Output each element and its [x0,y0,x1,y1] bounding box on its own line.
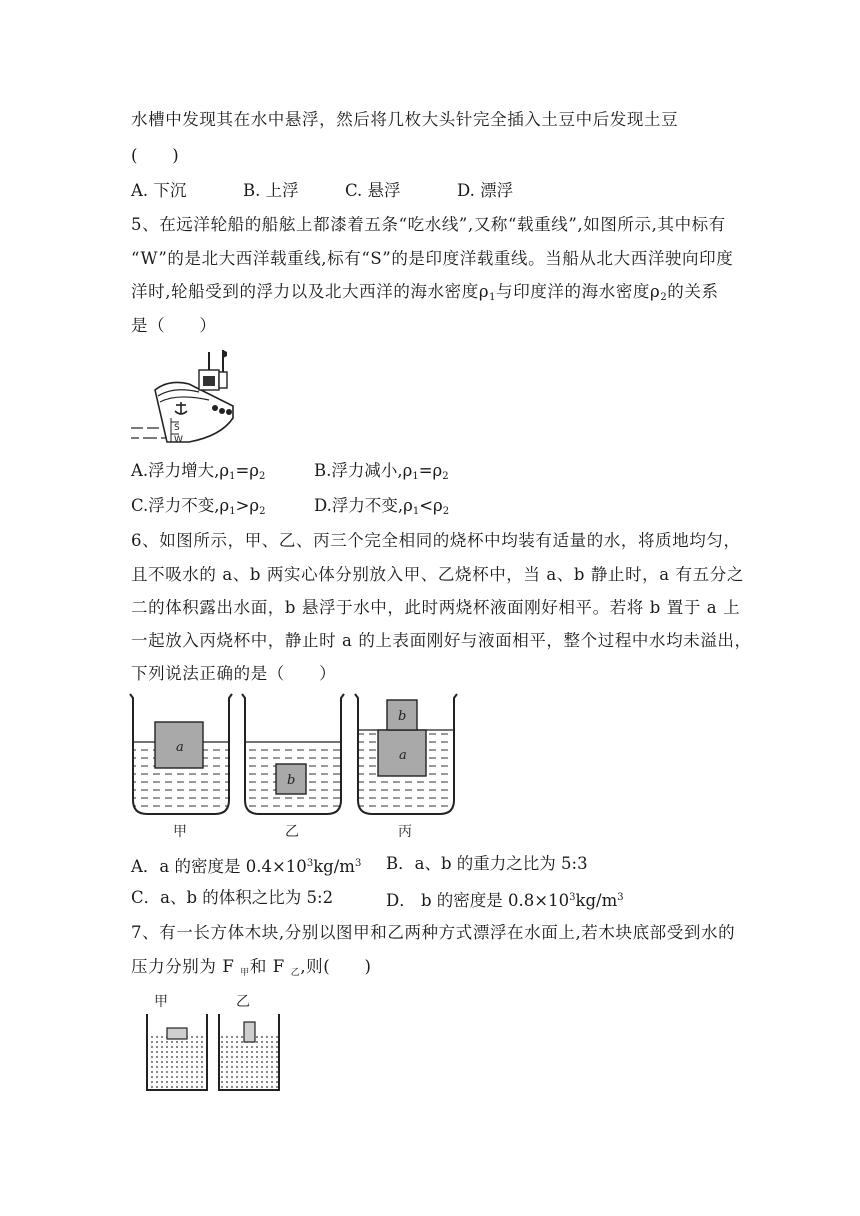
q7-line-1: 7、有一长方体木块,分别以图甲和乙两种方式漂浮在水面上,若木块底部受到水的 [131,923,736,942]
beaker-yi [242,694,344,814]
beaker-bing [355,694,457,814]
q5-option-b: B.浮力减小$,\rho_1=\rho_2$ [314,461,449,482]
ship-figure [129,346,239,444]
beaker-jia [130,694,232,814]
q6-option-a: A．a 的密度是 $0.4\times 10^3kg/m^3$ [131,857,362,876]
q7-line-2: 压力分别为 F $_甲$和 F $_乙$,则( ) [131,957,372,978]
label-yi: 乙 [285,824,299,840]
load-line-w-label: W [174,435,183,444]
label-jia: 甲 [154,994,168,1010]
q4-option-b: B. 上浮 [243,181,299,200]
q5-line-4: 是（ ） [131,316,217,335]
svg-text:b: b [287,773,296,788]
q4-line-1: 水槽中发现其在水中悬浮，然后将几枚大头针完全插入土豆中后发现土豆 [131,110,679,129]
svg-text:a: a [399,748,407,763]
q4-line-2: ( ) [131,146,180,165]
q4-option-d: D. 漂浮 [457,181,514,200]
label-jia: 甲 [173,824,187,840]
floating-wood-figure [140,990,300,1094]
q6-line-4: 一起放入丙烧杯中，静止时 a 的上表面刚好与液面相平，整个过程中水均未溢出， [131,631,752,650]
q5-line-1: 5、在远洋轮船的船舷上都漆着五条“吃水线”,又称“载重线”,如图所示,其中标有 [131,215,726,234]
q5-option-d: D.浮力不变$,\rho_1<\rho_2$ [314,496,450,517]
q5-option-a: A.浮力增大$,\rho_1=\rho_2$ [131,461,266,482]
load-line-s-label: S [174,423,180,433]
label-yi: 乙 [236,994,250,1010]
svg-text:a: a [176,740,184,755]
q4-option-a: A. 下沉 [131,181,187,200]
q6-line-2: 且不吸水的 a、b 两实心体分别放入甲、乙烧杯中，当 a、b 静止时，a 有五分之 [131,565,744,584]
q5-line-3: 洋时,轮船受到的浮力以及北大西洋的海水密度$\rho_1$与印度洋的海水密度$\rho_2$的关系 [131,282,719,303]
q6-line-1: 6、如图所示，甲、乙、丙三个完全相同的烧杯中均装有适量的水，将质地均匀， [131,531,741,550]
label-bing: 丙 [398,824,412,840]
q4-option-c: C. 悬浮 [345,181,401,200]
beakers-figure [128,690,468,840]
q6-option-b: B．a、b 的重力之比为 5:3 [386,854,588,873]
q6-line-3: 二的体积露出水面，b 悬浮于水中，此时两烧杯液面刚好相平。若将 b 置于 a 上 [131,598,741,617]
q6-line-5: 下列说法正确的是（ ） [131,664,337,683]
q6-option-c: C．a、b 的体积之比为 5:2 [131,888,334,907]
q6-option-d: D． b 的密度是 $0.8\times 10^3kg/m^3$ [386,891,624,910]
q5-option-c: C.浮力不变$,\rho_1>\rho_2$ [131,496,266,517]
q5-line-2: “W”的是北大西洋载重线,标有“S”的是印度洋载重线。当船从北大西洋驶向印度 [131,249,734,268]
svg-text:b: b [398,709,407,724]
